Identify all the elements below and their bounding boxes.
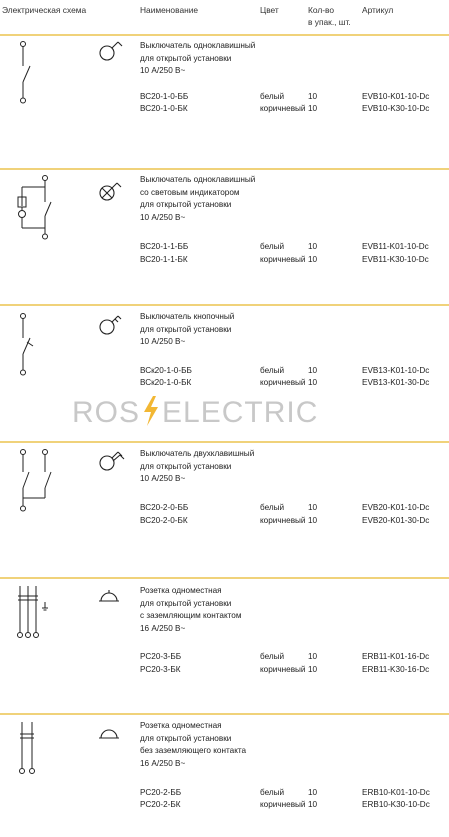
scheme-illuminated-switch <box>6 172 56 244</box>
product-description <box>140 174 255 224</box>
product-color: коричневый <box>260 255 306 264</box>
product-article: EVB11-K01-10-Dc <box>362 242 429 251</box>
row-separator <box>0 577 449 579</box>
description-line: 10 А/250 В~ <box>140 474 186 483</box>
double-switch-icon <box>98 449 126 473</box>
product-qty: 10 <box>308 788 318 797</box>
product-color: белый <box>260 652 285 661</box>
description-line: Выключатель двухклавишный <box>140 449 255 458</box>
push-button-icon <box>98 313 124 337</box>
column-header-name: Наименование <box>140 5 199 15</box>
row-separator <box>0 441 449 443</box>
product-article: EVB13-K01-10-Dc <box>362 366 430 375</box>
illuminated-switch-icon <box>98 180 124 204</box>
product-article: EVB20-K01-10-Dc <box>362 503 430 512</box>
product-qty: 10 <box>308 378 318 387</box>
product-qty: 10 <box>308 503 318 512</box>
description-line: Выключатель одноклавишный <box>140 41 256 50</box>
product-description <box>140 40 255 78</box>
product-color: коричневый <box>260 516 306 525</box>
product-color: коричневый <box>260 800 306 809</box>
scheme-push-button <box>8 310 48 380</box>
product-article: EVB10-K01-10-Dc <box>362 92 430 101</box>
product-qty: 10 <box>308 242 318 251</box>
product-description <box>140 720 246 770</box>
scheme-single-switch <box>8 38 48 108</box>
product-color: белый <box>260 366 285 375</box>
row-separator <box>0 34 449 36</box>
product-description <box>140 585 241 635</box>
description-line: Выключатель кнопочный <box>140 312 235 321</box>
product-color: белый <box>260 503 285 512</box>
description-line: для открытой установки <box>140 598 232 608</box>
product-code: ВС20-1-0-ББ <box>140 92 189 101</box>
socket-grounded-icon <box>98 589 120 605</box>
description-line: для открытой установки <box>140 53 232 63</box>
product-qty: 10 <box>308 104 318 113</box>
description-line: 10 А/250 В~ <box>140 66 186 75</box>
column-header-scheme: Электрическая схема <box>2 5 87 15</box>
column-header-qty <box>308 4 351 28</box>
product-qty: 10 <box>308 92 318 101</box>
product-qty: 10 <box>308 516 318 525</box>
description-line: 10 А/250 В~ <box>140 212 186 222</box>
product-color: коричневый <box>260 665 306 674</box>
product-code: РС20-2-ББ <box>140 788 182 797</box>
product-qty: 10 <box>308 652 318 661</box>
row-separator <box>0 304 449 306</box>
product-code: ВСк20-1-0-БК <box>140 378 192 387</box>
description-line: для открытой установки <box>140 461 232 471</box>
row-separator <box>0 168 449 170</box>
single-switch-icon <box>98 38 124 64</box>
product-qty: 10 <box>308 366 318 375</box>
socket-icon <box>98 726 120 742</box>
description-line: 16 А/250 В~ <box>140 758 186 768</box>
product-color: коричневый <box>260 378 306 387</box>
scheme-socket-grounded <box>14 584 54 644</box>
description-line: для открытой установки <box>140 733 232 743</box>
product-article: EVB11-K30-10-Dc <box>362 255 429 264</box>
product-article: ERB10-K30-10-Dc <box>362 800 430 809</box>
column-header-color: Цвет <box>260 5 279 15</box>
product-code: ВС20-2-0-ББ <box>140 503 189 512</box>
product-code: РС20-3-ББ <box>140 652 182 661</box>
product-code: ВС20-1-1-ББ <box>140 242 189 251</box>
description-line: без заземляющего контакта <box>140 746 247 755</box>
product-code: ВС20-2-0-БК <box>140 516 188 525</box>
row-separator <box>0 713 449 715</box>
product-code: ВСк20-1-0-ББ <box>140 366 192 375</box>
product-qty: 10 <box>308 665 318 674</box>
watermark-text-right: ELECTRIC <box>162 396 319 429</box>
product-code: ВС20-1-1-БК <box>140 255 188 264</box>
column-header-article: Артикул <box>362 5 394 15</box>
description-line: со световым индикатором <box>140 187 240 197</box>
product-qty: 10 <box>308 255 318 264</box>
product-code: РС20-2-БК <box>140 800 181 809</box>
product-code: ВС20-1-0-БК <box>140 104 188 113</box>
scheme-double-switch <box>8 446 58 518</box>
product-color: белый <box>260 788 285 797</box>
product-article: EVB10-K30-10-Dc <box>362 104 430 113</box>
product-color: коричневый <box>260 104 306 113</box>
description-line: для открытой установки <box>140 200 232 209</box>
description-line: для открытой установки <box>140 324 232 334</box>
description-line: Розетка одноместная <box>140 586 222 595</box>
product-color: белый <box>260 242 285 251</box>
scheme-socket <box>16 720 46 780</box>
product-article: ERB11-K01-16-Dc <box>362 652 430 661</box>
product-article: ERB10-K01-10-Dc <box>362 788 430 797</box>
description-line: 10 А/250 В~ <box>140 337 186 346</box>
lightning-bolt-icon <box>140 395 162 427</box>
product-article: EVB20-K01-30-Dc <box>362 516 430 525</box>
description-line: 16 А/250 В~ <box>140 623 186 633</box>
product-article: EVB13-K01-30-Dc <box>362 378 430 387</box>
product-description <box>140 448 254 486</box>
product-color: белый <box>260 92 285 101</box>
watermark-logo <box>72 396 318 430</box>
description-line: Розетка одноместная <box>140 721 222 730</box>
description-line: с заземляющим контактом <box>140 611 242 620</box>
description-line: Выключатель одноклавишный <box>140 175 256 184</box>
column-header-qty-line2: в упак., шт. <box>308 17 351 27</box>
watermark-text-left: ROS <box>72 396 141 429</box>
product-qty: 10 <box>308 800 318 809</box>
product-article: ERB11-K30-16-Dc <box>362 665 430 674</box>
product-description <box>140 311 234 349</box>
column-header-qty-line1: Кол-во <box>308 5 335 15</box>
product-code: РС20-3-БК <box>140 665 181 674</box>
